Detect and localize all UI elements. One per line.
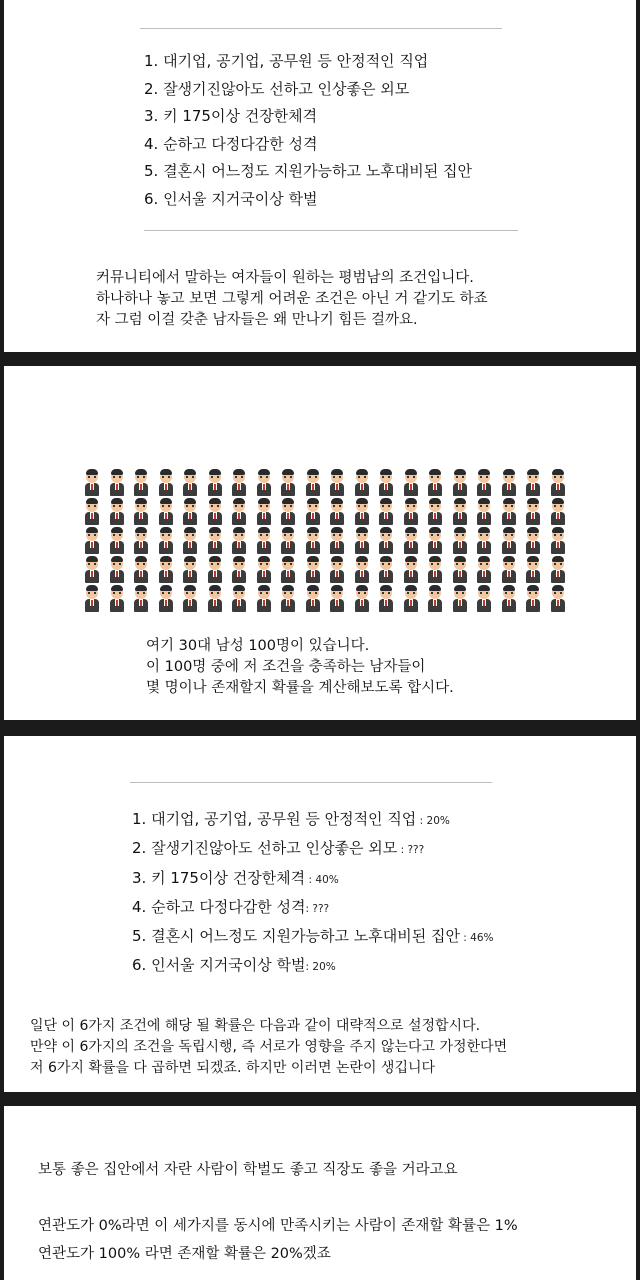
condition-item: 6. 인서울 지거국이상 학벌 — [144, 189, 318, 208]
businessman-icon — [350, 526, 375, 555]
businessman-icon — [350, 468, 375, 497]
businessman-icon — [325, 526, 350, 555]
probability-item — [132, 896, 494, 925]
businessman-icon — [276, 555, 301, 584]
condition-label: 4. 순하고 다정다감한 성격 — [132, 897, 306, 916]
paragraph-line: 자 그럼 이걸 갖춘 남자들은 왜 만나기 힘든 걸까요. — [96, 312, 418, 328]
probability-list — [132, 808, 494, 984]
businessman-icon — [497, 497, 522, 526]
probability-paragraph — [30, 1016, 507, 1079]
businessman-icon — [521, 497, 546, 526]
paragraph-line: 저 6가지 확률을 다 곱하면 되겠죠. 하지만 이러면 논란이 생깁니다 — [30, 1060, 436, 1076]
businessman-icon — [325, 555, 350, 584]
businessman-icon — [325, 468, 350, 497]
businessman-icon — [423, 555, 448, 584]
condition-item: 5. 결혼시 어느정도 지원가능하고 노후대비된 집안 — [144, 162, 472, 180]
paragraph-line: 몇 명이나 존재할지 확률을 계산해보도록 합시다. — [146, 680, 454, 696]
businessman-icon — [546, 468, 571, 497]
businessman-icon — [227, 584, 252, 613]
businessman-icon — [252, 584, 277, 613]
businessman-icon — [497, 468, 522, 497]
panel-conditions-intro — [4, 0, 636, 352]
businessman-icon — [252, 497, 277, 526]
businessman-icon — [399, 584, 424, 613]
businessman-icon — [301, 468, 326, 497]
businessman-icon — [203, 526, 228, 555]
probability-value: : 40% — [305, 873, 339, 886]
panel-correlation — [4, 1106, 636, 1280]
businessman-icon — [154, 584, 179, 613]
businessman-icon — [448, 526, 473, 555]
condition-label: 6. 인서울 지거국이상 학벌 — [132, 956, 306, 975]
intro-paragraph — [96, 268, 488, 331]
paragraph-line: 하나하나 놓고 보면 그렇게 어려운 조건은 아닌 거 같기도 하죠 — [96, 291, 488, 307]
correlation-line: 연관도가 0%라면 이 세가지를 동시에 만족시키는 사람이 존재할 확률은 1% — [38, 1218, 518, 1234]
businessman-icon — [178, 555, 203, 584]
businessman-icon — [252, 526, 277, 555]
businessman-icon — [448, 497, 473, 526]
businessman-icon — [252, 555, 277, 584]
businessman-icon — [546, 555, 571, 584]
probability-item — [132, 925, 494, 954]
businessman-icon — [325, 584, 350, 613]
probability-value: : 20% — [416, 815, 450, 827]
businessman-icon — [276, 526, 301, 555]
probability-item — [132, 837, 494, 866]
businessman-icon — [374, 468, 399, 497]
businessman-icon — [252, 468, 277, 497]
probability-item — [132, 954, 494, 983]
businessman-icon — [448, 584, 473, 613]
businessman-icon — [497, 584, 522, 613]
businessman-icon — [154, 526, 179, 555]
businessman-icon — [203, 468, 228, 497]
businessman-icon — [105, 584, 130, 613]
businessman-icon — [521, 468, 546, 497]
businessman-icon — [423, 468, 448, 497]
businessman-icon — [154, 555, 179, 584]
businessman-icon — [129, 468, 154, 497]
businessman-icon — [472, 468, 497, 497]
paragraph-line: 여기 30대 남성 100명이 있습니다. — [146, 638, 370, 654]
businessman-icon — [374, 497, 399, 526]
businessman-icon — [350, 555, 375, 584]
businessman-icon — [154, 497, 179, 526]
businessman-icon — [423, 526, 448, 555]
businessman-icon — [350, 584, 375, 613]
businessman-icon — [521, 584, 546, 613]
men-grid-illustration — [80, 468, 570, 613]
businessman-icon — [129, 497, 154, 526]
paragraph-line: 만약 이 6가지의 조건을 독립시행, 즉 서로가 영향을 주지 않는다고 가정한다면 — [30, 1039, 508, 1055]
divider-top — [130, 782, 492, 783]
condition-label: 5. 결혼시 어느정도 지원가능하고 노후대비된 집안 — [132, 927, 460, 946]
men-row — [80, 497, 570, 526]
businessman-icon — [472, 526, 497, 555]
condition-item: 3. 키 175이상 건장한체격 — [144, 107, 318, 125]
businessman-icon — [472, 555, 497, 584]
businessman-icon — [276, 497, 301, 526]
businessman-icon — [105, 497, 130, 526]
businessman-icon — [178, 497, 203, 526]
probability-value: : ??? — [397, 844, 425, 857]
probability-value: : 20% — [305, 961, 336, 974]
paragraph-line: 이 100명 중에 저 조건을 충족하는 남자들이 — [146, 659, 426, 675]
businessman-icon — [399, 468, 424, 497]
businessman-icon — [301, 497, 326, 526]
divider-bottom — [144, 230, 518, 231]
conditions-list — [144, 50, 472, 215]
men-row — [80, 555, 570, 584]
businessman-icon — [399, 526, 424, 555]
businessman-icon — [423, 497, 448, 526]
businessman-icon — [80, 584, 105, 613]
businessman-icon — [399, 555, 424, 584]
businessman-icon — [301, 526, 326, 555]
businessman-icon — [374, 526, 399, 555]
businessman-icon — [178, 584, 203, 613]
businessman-icon — [227, 555, 252, 584]
businessman-icon — [546, 526, 571, 555]
businessman-icon — [154, 468, 179, 497]
correlation-line: 연관도가 100% 라면 존재할 확률은 20%겠죠 — [38, 1246, 331, 1262]
businessman-icon — [227, 497, 252, 526]
businessman-icon — [80, 555, 105, 584]
businessman-icon — [80, 468, 105, 497]
correlation-line: 보통 좋은 집안에서 자란 사람이 학벌도 좋고 직장도 좋을 거라고요 — [38, 1162, 458, 1178]
businessman-icon — [448, 555, 473, 584]
probability-item — [132, 808, 494, 837]
businessman-icon — [276, 468, 301, 497]
businessman-icon — [301, 555, 326, 584]
businessman-icon — [276, 584, 301, 613]
businessman-icon — [178, 468, 203, 497]
businessman-icon — [546, 584, 571, 613]
businessman-icon — [472, 584, 497, 613]
businessman-icon — [521, 555, 546, 584]
businessman-icon — [497, 526, 522, 555]
businessman-icon — [203, 497, 228, 526]
businessman-icon — [399, 497, 424, 526]
businessman-icon — [448, 468, 473, 497]
businessman-icon — [472, 497, 497, 526]
businessman-icon — [325, 497, 350, 526]
businessman-icon — [178, 526, 203, 555]
businessman-icon — [374, 555, 399, 584]
businessman-icon — [350, 497, 375, 526]
businessman-icon — [105, 468, 130, 497]
businessman-icon — [497, 555, 522, 584]
businessman-icon — [423, 584, 448, 613]
businessman-icon — [105, 555, 130, 584]
men-row — [80, 468, 570, 497]
condition-label: 2. 잘생기진않아도 선하고 인상좋은 외모 — [132, 839, 398, 858]
businessman-icon — [546, 497, 571, 526]
probability-value: : ??? — [305, 902, 330, 915]
businessman-icon — [129, 526, 154, 555]
businessman-icon — [227, 526, 252, 555]
condition-item: 1. 대기업, 공기업, 공무원 등 안정적인 직업 — [144, 52, 429, 70]
probability-value: : 46% — [459, 932, 494, 945]
probability-item — [132, 867, 494, 896]
businessman-icon — [80, 497, 105, 526]
men-row — [80, 526, 570, 555]
divider-top — [140, 28, 502, 29]
paragraph-line: 일단 이 6가지 조건에 해당 될 확률은 다음과 같이 대략적으로 설정합시다. — [30, 1018, 481, 1034]
hundred-men-paragraph — [146, 636, 454, 699]
businessman-icon — [129, 555, 154, 584]
condition-item: 2. 잘생기진않아도 선하고 인상좋은 외모 — [144, 79, 410, 98]
businessman-icon — [105, 526, 130, 555]
condition-label: 1. 대기업, 공기업, 공무원 등 안정적인 직업 — [132, 810, 417, 828]
panel-probabilities — [4, 736, 636, 1092]
businessman-icon — [227, 468, 252, 497]
businessman-icon — [301, 584, 326, 613]
businessman-icon — [203, 555, 228, 584]
panel-hundred-men — [4, 366, 636, 720]
businessman-icon — [203, 584, 228, 613]
businessman-icon — [521, 526, 546, 555]
businessman-icon — [129, 584, 154, 613]
men-row — [80, 584, 570, 613]
condition-label: 3. 키 175이상 건장한체격 — [132, 868, 306, 887]
businessman-icon — [80, 526, 105, 555]
paragraph-line: 커뮤니티에서 말하는 여자들이 원하는 평범남의 조건입니다. — [96, 270, 474, 286]
businessman-icon — [374, 584, 399, 613]
condition-item: 4. 순하고 다정다감한 성격 — [144, 134, 318, 153]
